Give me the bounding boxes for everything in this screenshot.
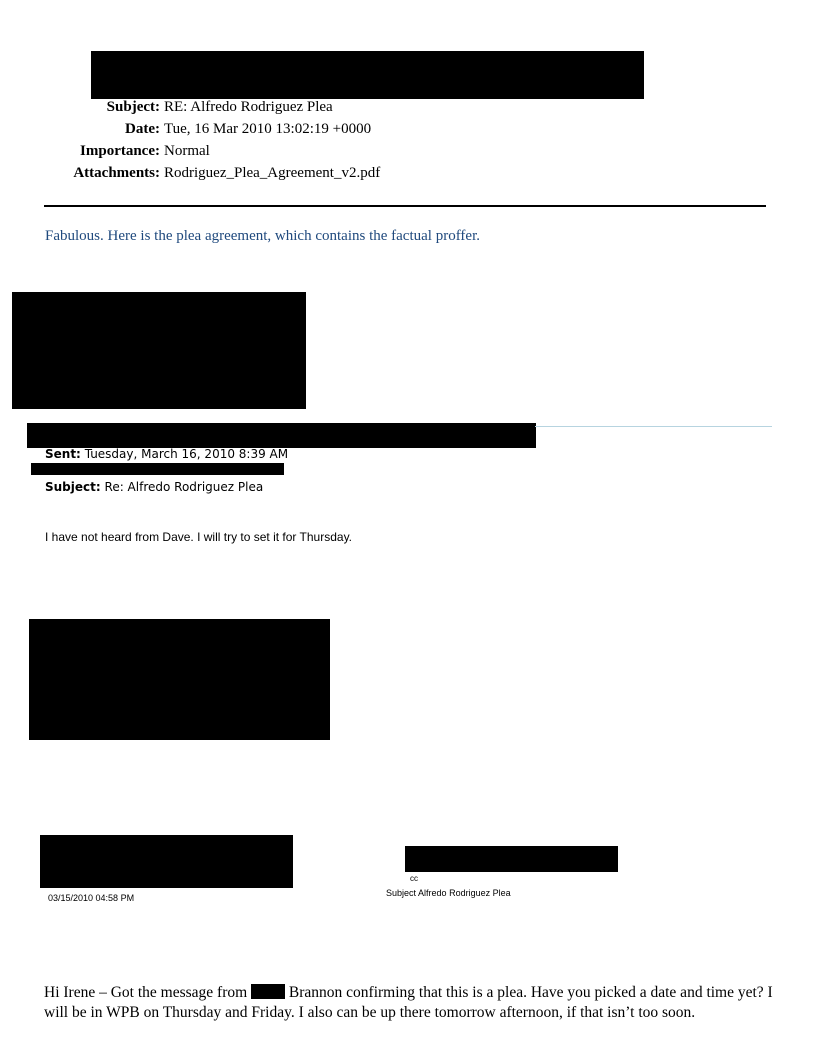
redaction-signature-1 [12,292,306,409]
redaction-inline-name [251,984,285,999]
original-subject-value: Alfredo Rodriguez Plea [418,888,511,898]
header-divider [44,205,766,207]
reply-body: Fabulous. Here is the plea agreement, which contains the factual proffer. [45,228,480,244]
forward-body: I have not heard from Dave. I will try to set it for Thursday. [45,530,353,544]
redaction-forward-from [27,423,536,448]
forward-subject-row [45,480,263,494]
sent-value: Tuesday, March 16, 2010 8:39 AM [84,447,289,461]
redaction-forward-to [31,463,284,475]
redaction-original-to [405,846,618,872]
date-label: Date: [125,121,160,137]
importance-label: Importance: [80,143,160,159]
subject-label: Subject: [106,99,160,115]
original-subject-row [386,888,511,898]
forward-subject-value: Re: Alfredo Rodriguez Plea [104,480,264,494]
attachments-value[interactable] [164,164,380,182]
original-timestamp: 03/15/2010 04:58 PM [48,893,135,903]
original-subject-label: Subject [386,888,417,898]
redaction-signature-2 [29,619,330,740]
sent-label: Sent: [45,447,81,461]
date-value: Tue, 16 Mar 2010 13:02:19 +0000 [164,121,372,137]
importance-value: Normal [164,143,210,159]
original-body-start: Hi Irene – Got the message from [44,984,252,1001]
original-body [44,983,774,1023]
subject-value: RE: Alfredo Rodriguez Plea [164,99,333,115]
redaction-original-from [40,835,293,888]
redaction-from-to [91,51,644,99]
original-body-end: Brannon confirming that this is a plea. Have you picked a date and time yet? I will be in WPB on Thursday and Friday. I also can be up there tomorrow afternoon, if that isn’t too soon. [44,984,773,1021]
attachments-label: Attachments: [73,165,160,181]
sent-row [45,447,288,461]
attachment-link[interactable]: Rodriguez_Plea_Agreement_v2.pdf [164,165,381,181]
forward-subject-label: Subject: [45,480,101,494]
cc-label: cc [410,874,418,883]
forward-divider [535,426,772,427]
